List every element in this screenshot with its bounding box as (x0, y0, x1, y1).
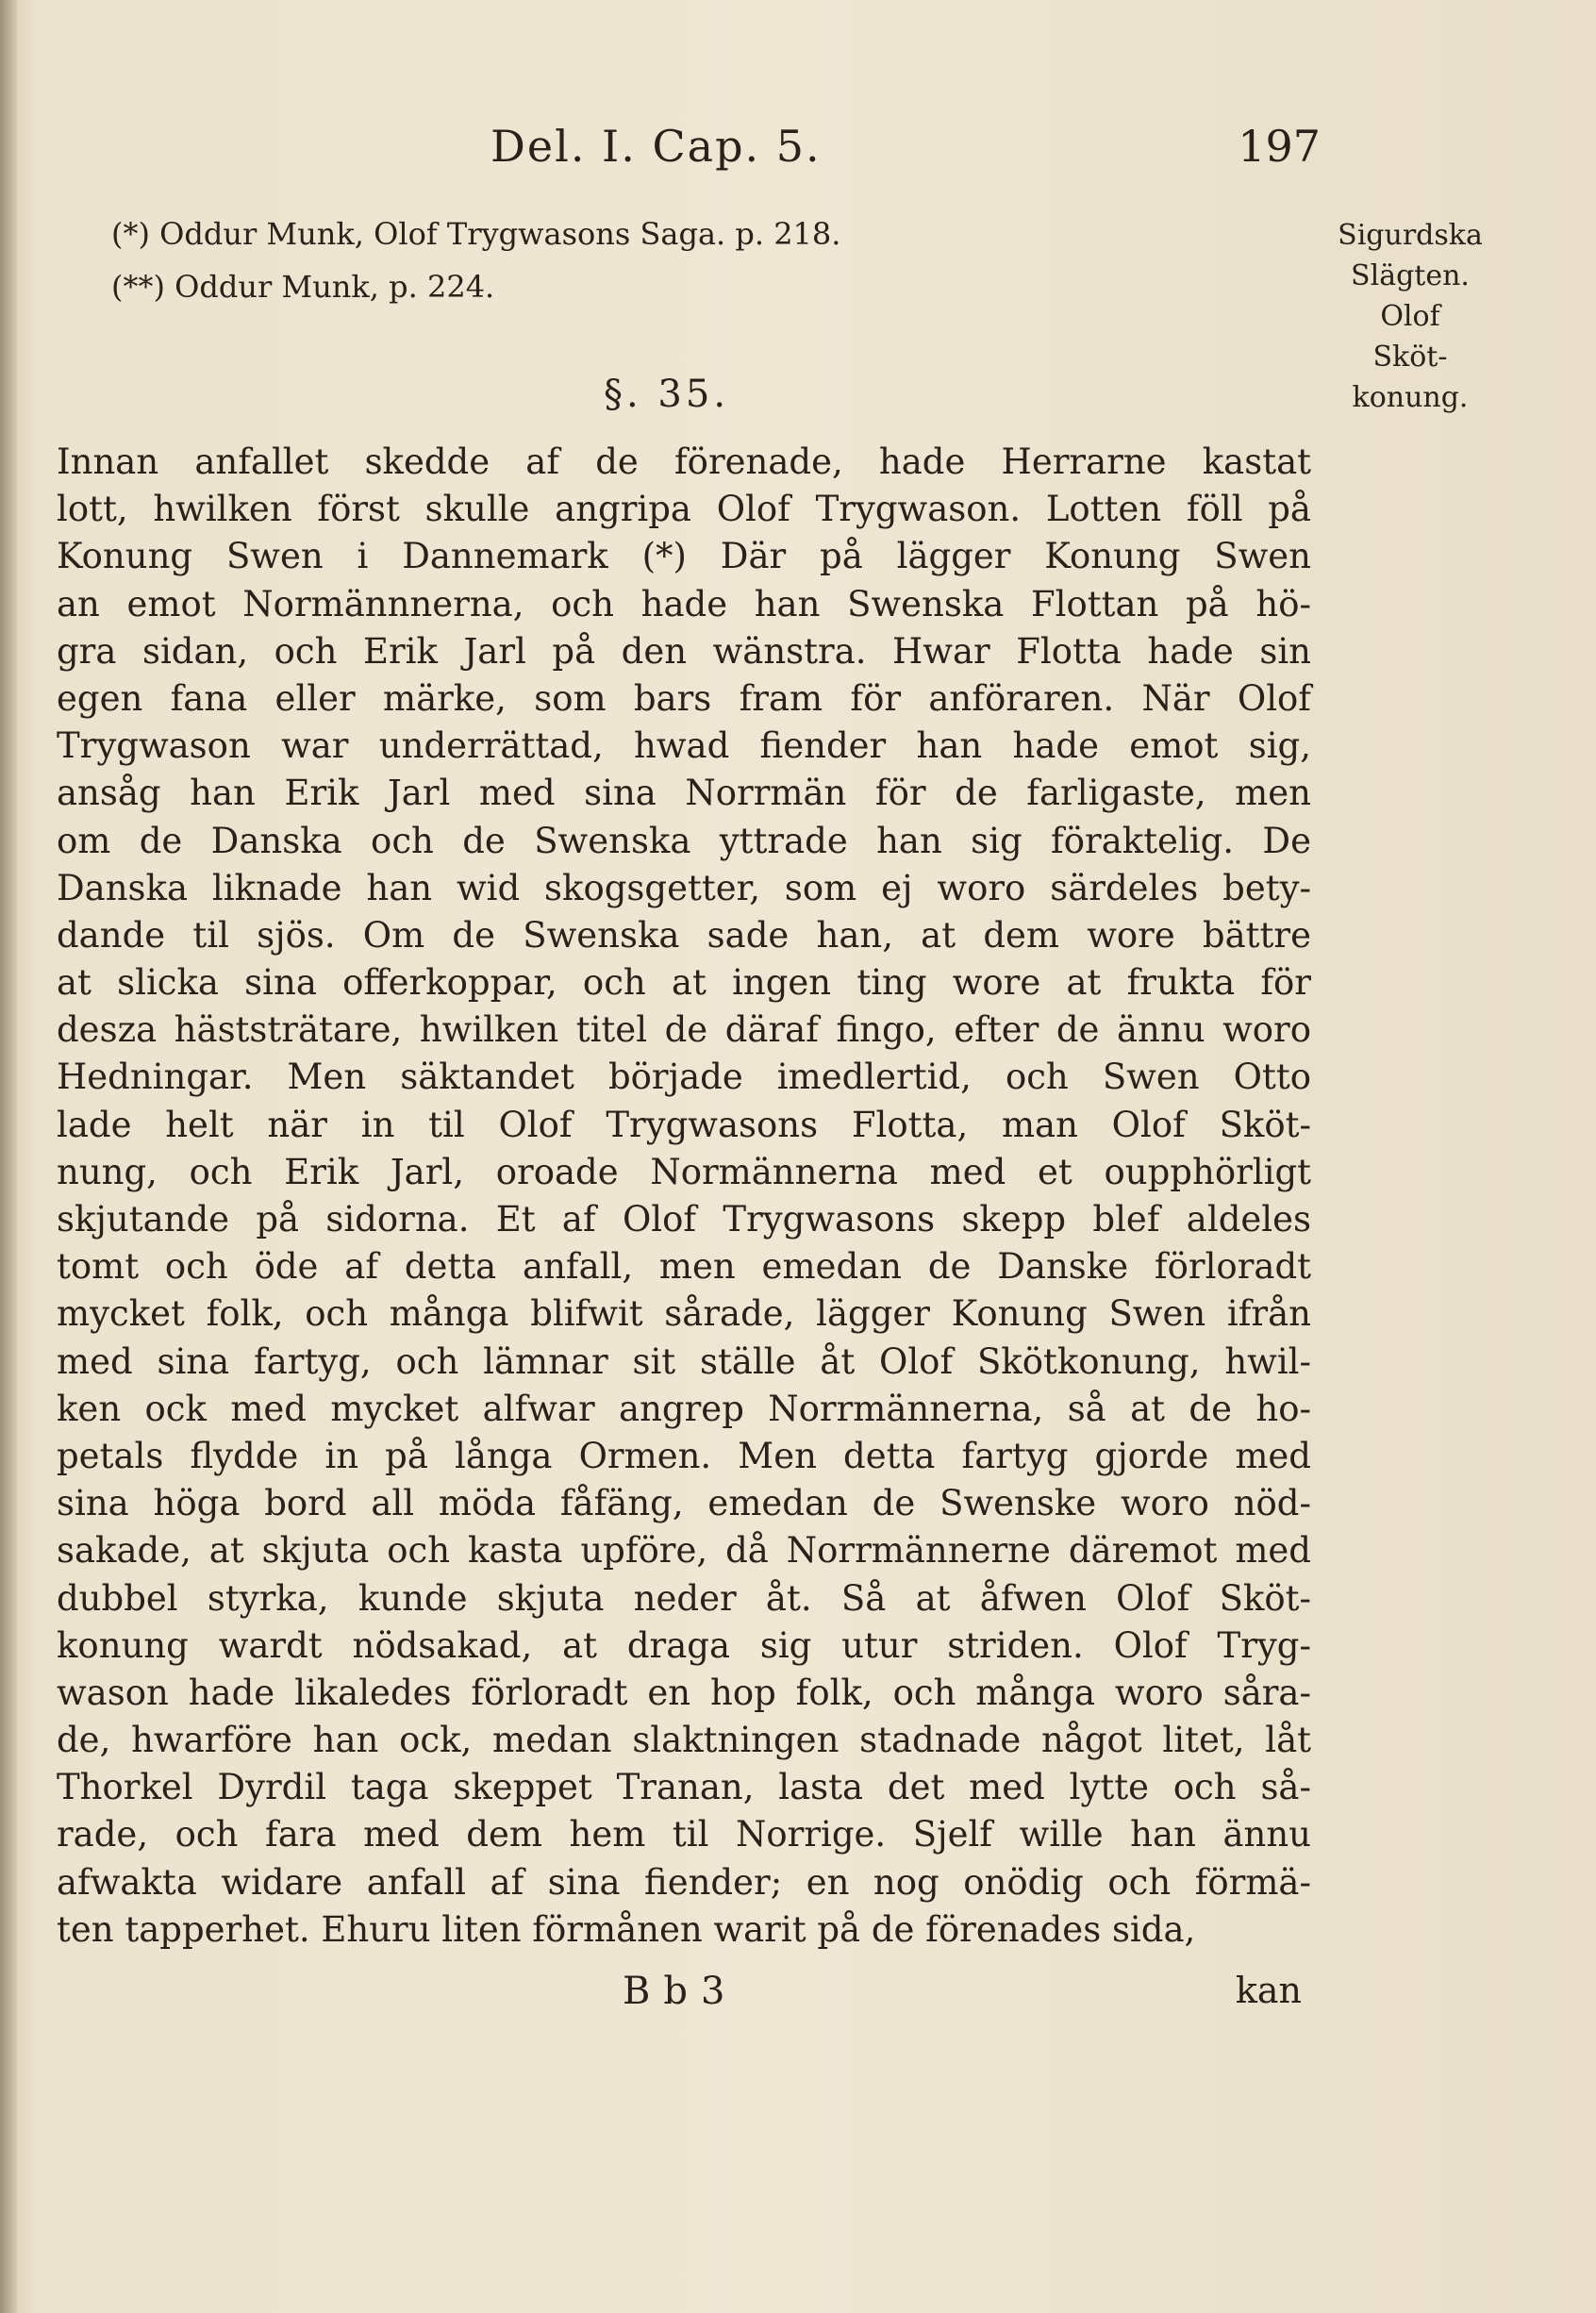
text-line: ansåg han Erik Jarl med sina Norrmän för de farligaste, men (57, 773, 1311, 814)
text-line: lade helt när in til Olof Trygwasons Flotta, man Olof Sköt- (57, 1104, 1311, 1145)
text-line: petals flydde in på långa Ormen. Men detta fartyg gjorde med (57, 1435, 1311, 1476)
page-number: 197 (1238, 121, 1321, 172)
text-line: dubbel styrka, kunde skjuta neder åt. Så at åfwen Olof Sköt- (57, 1577, 1311, 1619)
body-text (57, 439, 1311, 1954)
text-line: sina höga bord all möda fåfäng, emedan de Swenske woro nöd- (57, 1483, 1311, 1524)
text-line: Hedningar. Men säktandet började imedlertid, och Swen Otto (57, 1057, 1311, 1098)
running-head: Del. I. Cap. 5. (490, 121, 822, 172)
footnote: (*) Oddur Munk, Olof Trygwasons Saga. p. 218. (111, 216, 841, 252)
text-line: konung wardt nödsakad, at draga sig utur striden. Olof Tryg- (57, 1624, 1311, 1666)
marginal-line: Olof (1380, 300, 1440, 333)
marginal-note (1321, 215, 1500, 418)
marginal-line: konung. (1352, 381, 1469, 414)
catchword: kan (1235, 1970, 1302, 2011)
footnote: (**) Oddur Munk, p. 224. (111, 269, 495, 305)
text-line: an emot Normännnerna, och hade han Swenska Flottan på hö- (57, 583, 1311, 624)
text-line: dande til sjös. Om de Swenska sade han, at dem wore bättre (57, 914, 1311, 956)
text-line: om de Danska och de Swenska yttrade han sig föraktelig. De (57, 820, 1311, 861)
text-line: de, hwarföre han ock, medan slaktningen stadnade något litet, låt (57, 1720, 1311, 1761)
text-line: ken ock med mycket alfwar angrep Norrmännerna, så at de ho- (57, 1388, 1311, 1429)
text-line: mycket folk, och många blifwit sårade, lägger Konung Swen ifrån (57, 1293, 1311, 1335)
text-line: Thorkel Dyrdil taga skeppet Tranan, lasta det med lytte och så- (57, 1767, 1311, 1808)
text-line: lott, hwilken först skulle angripa Olof Trygwason. Lotten föll på (57, 489, 1311, 530)
page-gutter (0, 0, 17, 2313)
text-line: sakade, at skjuta och kasta upföre, då Norrmännerne däremot med (57, 1530, 1311, 1572)
page-header (490, 121, 1321, 187)
text-line: ten tapperhet. Ehuru liten förmånen warit på de förenades sida, (57, 1908, 1196, 1950)
section-heading: §. 35. (604, 373, 730, 416)
footnotes (111, 208, 1055, 313)
text-line: skjutande på sidorna. Et af Olof Trygwasons skepp blef aldeles (57, 1199, 1311, 1240)
text-line: med sina fartyg, och lämnar sit ställe åt Olof Skötkonung, hwil- (57, 1340, 1311, 1382)
text-line: Trygwason war underrättad, hwad fiender han hade emot sig, (57, 725, 1311, 767)
text-line: tomt och öde af detta anfall, men emedan de Danske förloradt (57, 1246, 1311, 1288)
page-footer (623, 1970, 1302, 2026)
marginal-line: Sigurdska (1338, 219, 1483, 252)
text-line: rade, och fara med dem hem til Norrige. Sjelf wille han ännu (57, 1814, 1311, 1855)
text-line: afwakta widare anfall af sina fiender; en nog onödig och förmä- (57, 1861, 1311, 1903)
marginal-line: Slägten. (1351, 259, 1470, 292)
text-line: Innan anfallet skedde af de förenade, hade Herrarne kastat (57, 441, 1311, 482)
text-line: Konung Swen i Dannemark (*) Där på lägger Konung Swen (57, 536, 1311, 577)
text-line: at slicka sina offerkoppar, och at ingen ting wore at frukta för (57, 962, 1311, 1004)
text-line: gra sidan, och Erik Jarl på den wänstra. Hwar Flotta hade sin (57, 630, 1311, 672)
text-line: nung, och Erik Jarl, oroade Normännerna med et oupphörligt (57, 1151, 1311, 1192)
marginal-line: Sköt- (1372, 341, 1448, 374)
text-line: egen fana eller märke, som bars fram för anföraren. När Olof (57, 677, 1311, 719)
text-line: desza häststrätare, hwilken titel de däraf fingo, efter de ännu woro (57, 1009, 1311, 1051)
signature-mark: Bb3 (623, 1970, 739, 2013)
text-line: wason hade likaledes förloradt en hop folk, och många woro såra- (57, 1672, 1311, 1713)
text-line: Danska liknade han wid skogsgetter, som ej woro särdeles bety- (57, 867, 1311, 908)
